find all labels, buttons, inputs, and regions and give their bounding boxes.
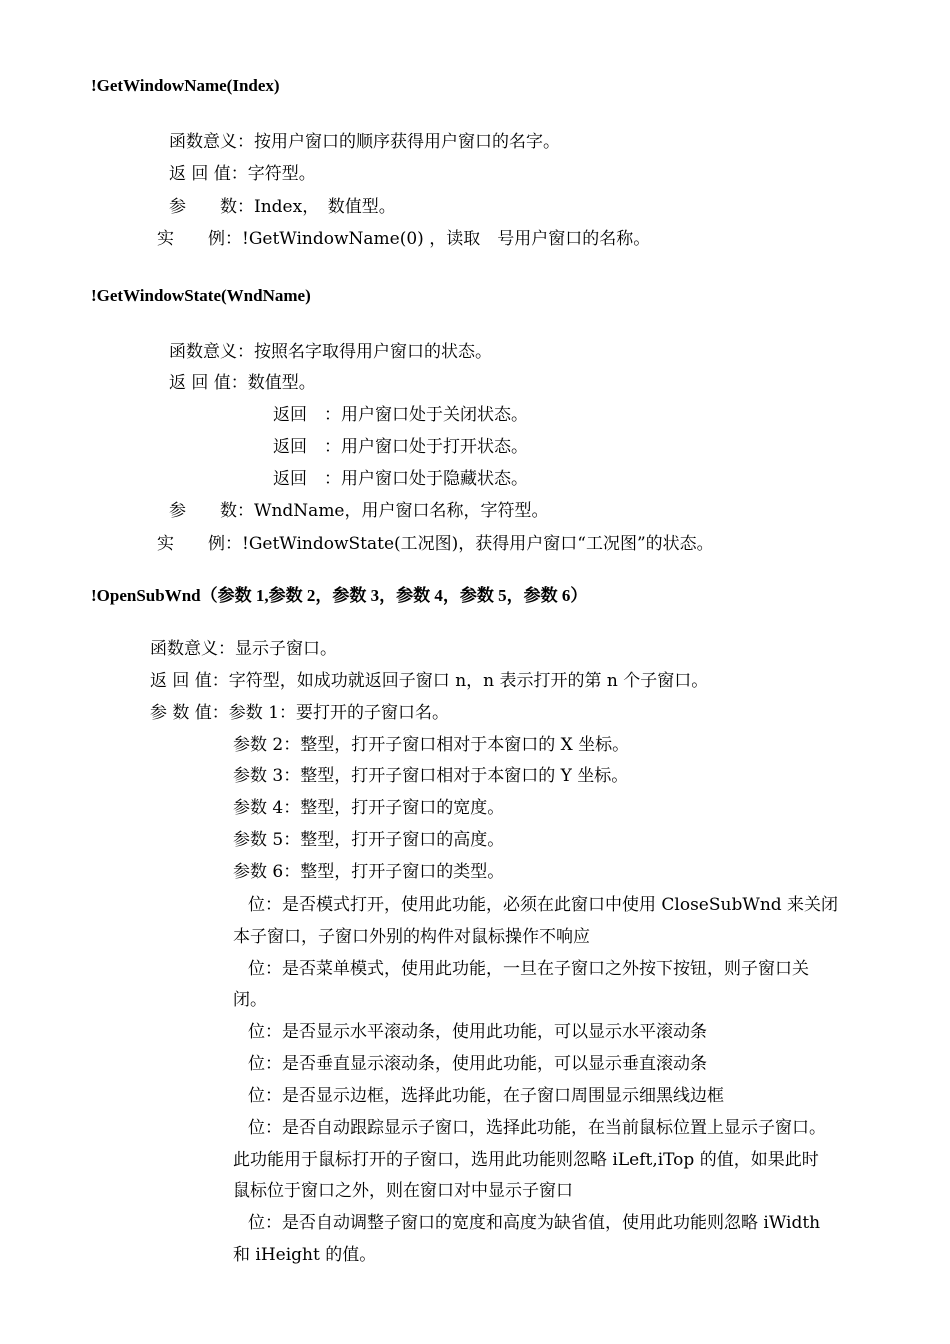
text-line: 返回 ：用户窗口处于关闭状态。 — [273, 405, 528, 425]
text-line: 位：是否显示水平滚动条，使用此功能，可以显示水平滚动条 — [248, 1022, 707, 1042]
text-line: 位：是否自动跟踪显示子窗口，选择此功能，在当前鼠标位置上显示子窗口。 — [248, 1118, 826, 1138]
text-line: 位：是否模式打开，使用此功能，必须在此窗口中使用 CloseSubWnd 来关闭 — [248, 895, 839, 915]
text-line: 参 数：WndName，用户窗口名称，字符型。 — [169, 501, 549, 521]
text-line: 返回 ：用户窗口处于隐藏状态。 — [273, 469, 528, 489]
text-line: 实 例：!GetWindowState(工况图)，获得用户窗口“工况图”的状态。 — [157, 534, 714, 554]
text-line: 返 回 值：字符型。 — [169, 164, 316, 184]
heading-getwindowname: !GetWindowName(Index) — [91, 76, 280, 95]
text-line: 参数 4：整型，打开子窗口的宽度。 — [233, 798, 505, 818]
text-line: 返 回 值：字符型，如成功就返回子窗口 n，n 表示打开的第 n 个子窗口。 — [150, 671, 709, 691]
text-line: 鼠标位于窗口之外，则在窗口对中显示子窗口 — [233, 1181, 573, 1201]
text-line: 位：是否垂直显示滚动条，使用此功能，可以显示垂直滚动条 — [248, 1054, 707, 1074]
text-line: 返回 ：用户窗口处于打开状态。 — [273, 437, 528, 457]
text-line: 参数 5：整型，打开子窗口的高度。 — [233, 830, 505, 850]
text-line: 参 数 值：参数 1：要打开的子窗口名。 — [150, 703, 450, 723]
text-line: 闭。 — [233, 990, 267, 1010]
text-line: 函数意义：显示子窗口。 — [150, 639, 337, 659]
text-line: 和 iHeight 的值。 — [233, 1245, 377, 1265]
text-line: 位：是否显示边框，选择此功能，在子窗口周围显示细黑线边框 — [248, 1086, 724, 1106]
text-line: 返 回 值：数值型。 — [169, 373, 316, 393]
heading-opensubwnd: !OpenSubWnd（参数 1,参数 2，参数 3，参数 4，参数 5，参数 6） — [91, 586, 588, 605]
text-line: 参 数：Index， 数值型。 — [169, 197, 396, 217]
text-line: 参数 6：整型，打开子窗口的类型。 — [233, 862, 505, 882]
text-line: 本子窗口，子窗口外别的构件对鼠标操作不响应 — [233, 927, 590, 947]
text-line: 位：是否自动调整子窗口的宽度和高度为缺省值，使用此功能则忽略 iWidth — [248, 1213, 821, 1233]
text-line: 函数意义：按用户窗口的顺序获得用户窗口的名字。 — [169, 132, 560, 152]
text-line: 实 例：!GetWindowName(0) ，读取 号用户窗口的名称。 — [157, 229, 651, 249]
text-line: 参数 2：整型，打开子窗口相对于本窗口的 X 坐标。 — [233, 735, 630, 755]
text-line: 参数 3：整型，打开子窗口相对于本窗口的 Y 坐标。 — [233, 766, 629, 786]
heading-getwindowstate: !GetWindowState(WndName) — [91, 286, 311, 305]
text-line: 函数意义：按照名字取得用户窗口的状态。 — [169, 342, 492, 362]
text-line: 此功能用于鼠标打开的子窗口，选用此功能则忽略 iLeft,iTop 的值，如果此时 — [233, 1150, 819, 1170]
text-line: 位：是否菜单模式，使用此功能，一旦在子窗口之外按下按钮，则子窗口关 — [248, 959, 809, 979]
